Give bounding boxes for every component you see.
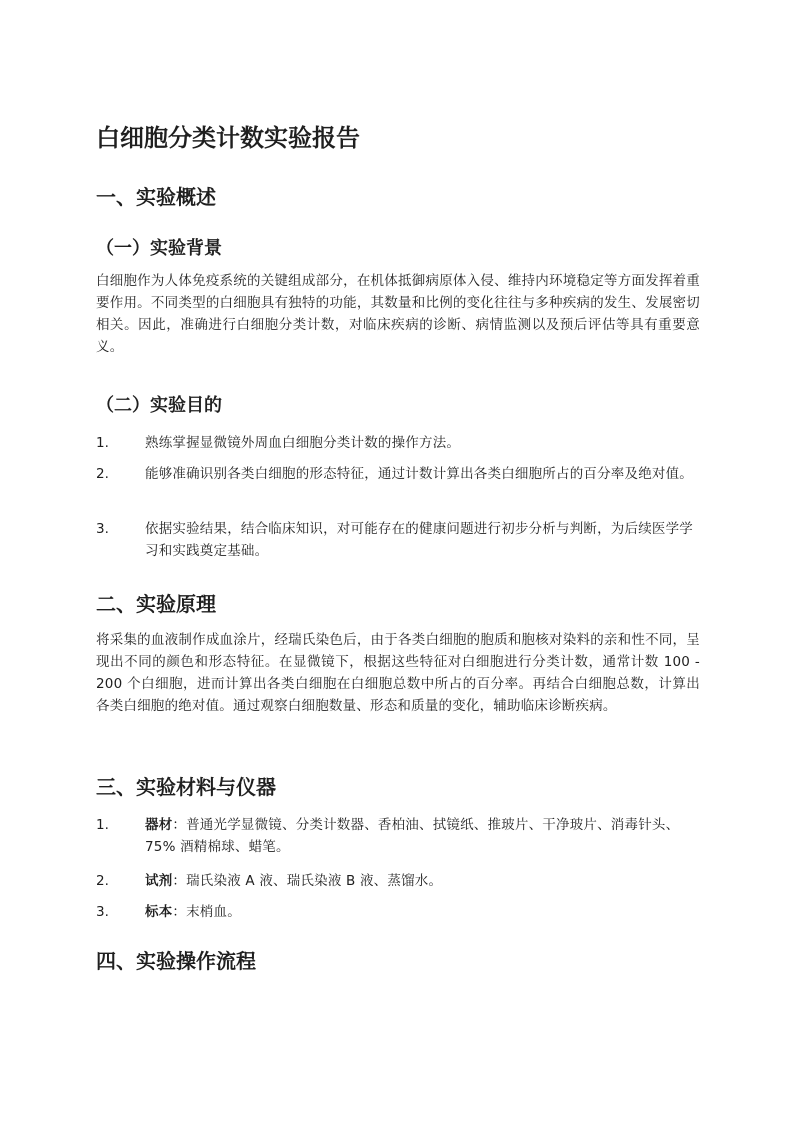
list-item [96,518,700,562]
list-item-text [145,870,700,892]
list-item-label: 标本 [145,904,173,920]
list-item-label: 器材 [145,817,173,833]
list-item-separator: ： [172,817,187,833]
list-item-number: 1. [96,817,109,833]
subsection-heading-background: （一）实验背景 [96,238,222,259]
list-item-separator: ： [172,873,187,889]
list-item-text: 依据实验结果，结合临床知识，对可能存在的健康问题进行初步分析与判断，为后续医学学习和实践奠定基础。 [145,521,693,559]
list-item-text [145,901,700,923]
list-item-label: 试剂 [145,873,173,889]
list-item-text: 熟练掌握显微镜外周血白细胞分类计数的操作方法。 [145,435,461,451]
background-paragraph: 白细胞作为人体免疫系统的关键组成部分，在机体抵御病原体入侵、维持内环境稳定等方面发挥着重要作用。不同类型的白细胞具有独特的功能，其数量和比例的变化往往与多种疾病的发生、发展密切相关。因此，准确进行白细胞分类计数，对临床疾病的诊断、病情监测以及预后评估等具有重要意义。 [96,273,700,355]
list-item [96,814,700,858]
list-item-body: 普通光学显微镜、分类计数器、香柏油、拭镜纸、推玻片、干净玻片、消毒针头、75% 酒精棉球、蜡笔。 [145,817,680,855]
section-heading-materials: 三、实验材料与仪器 [96,775,276,799]
list-item-number: 1. [96,435,109,451]
list-item-body: 瑞氏染液 A 液、瑞氏染液 B 液、蒸馏水。 [186,873,443,889]
section-heading-principle: 二、实验原理 [96,592,216,616]
list-item-body: 末梢血。 [186,904,241,920]
section-heading-overview: 一、实验概述 [96,185,216,209]
list-item [96,870,700,892]
list-item [96,463,700,485]
list-item-number: 3. [96,521,109,537]
list-item-number: 2. [96,466,109,482]
principle-paragraph: 将采集的血液制作成血涂片，经瑞氏染色后，由于各类白细胞的胞质和胞核对染料的亲和性不同，呈现出不同的颜色和形态特征。在显微镜下，根据这些特征对白细胞进行分类计数，通常计数 100 - 200 个白细胞，进而计算出各类白细胞在白细胞总数中所占的百分率。再结合白细胞总数，计算出各类白细胞的绝对值。通过观察白细胞数量、形态和质量的变化，辅助临床诊断疾病。 [96,632,700,714]
subsection-heading-objectives: （二）实验目的 [96,395,222,416]
list-item-text [145,814,700,858]
list-item-number: 2. [96,873,109,889]
list-item-separator: ： [172,904,187,920]
list-item [96,432,700,454]
list-item [96,901,700,923]
list-item-text: 能够准确识别各类白细胞的形态特征，通过计数计算出各类白细胞所占的百分率及绝对值。 [145,466,693,482]
list-item-number: 3. [96,904,109,920]
document-title: 白细胞分类计数实验报告 [96,124,360,152]
section-heading-procedure: 四、实验操作流程 [96,949,256,973]
